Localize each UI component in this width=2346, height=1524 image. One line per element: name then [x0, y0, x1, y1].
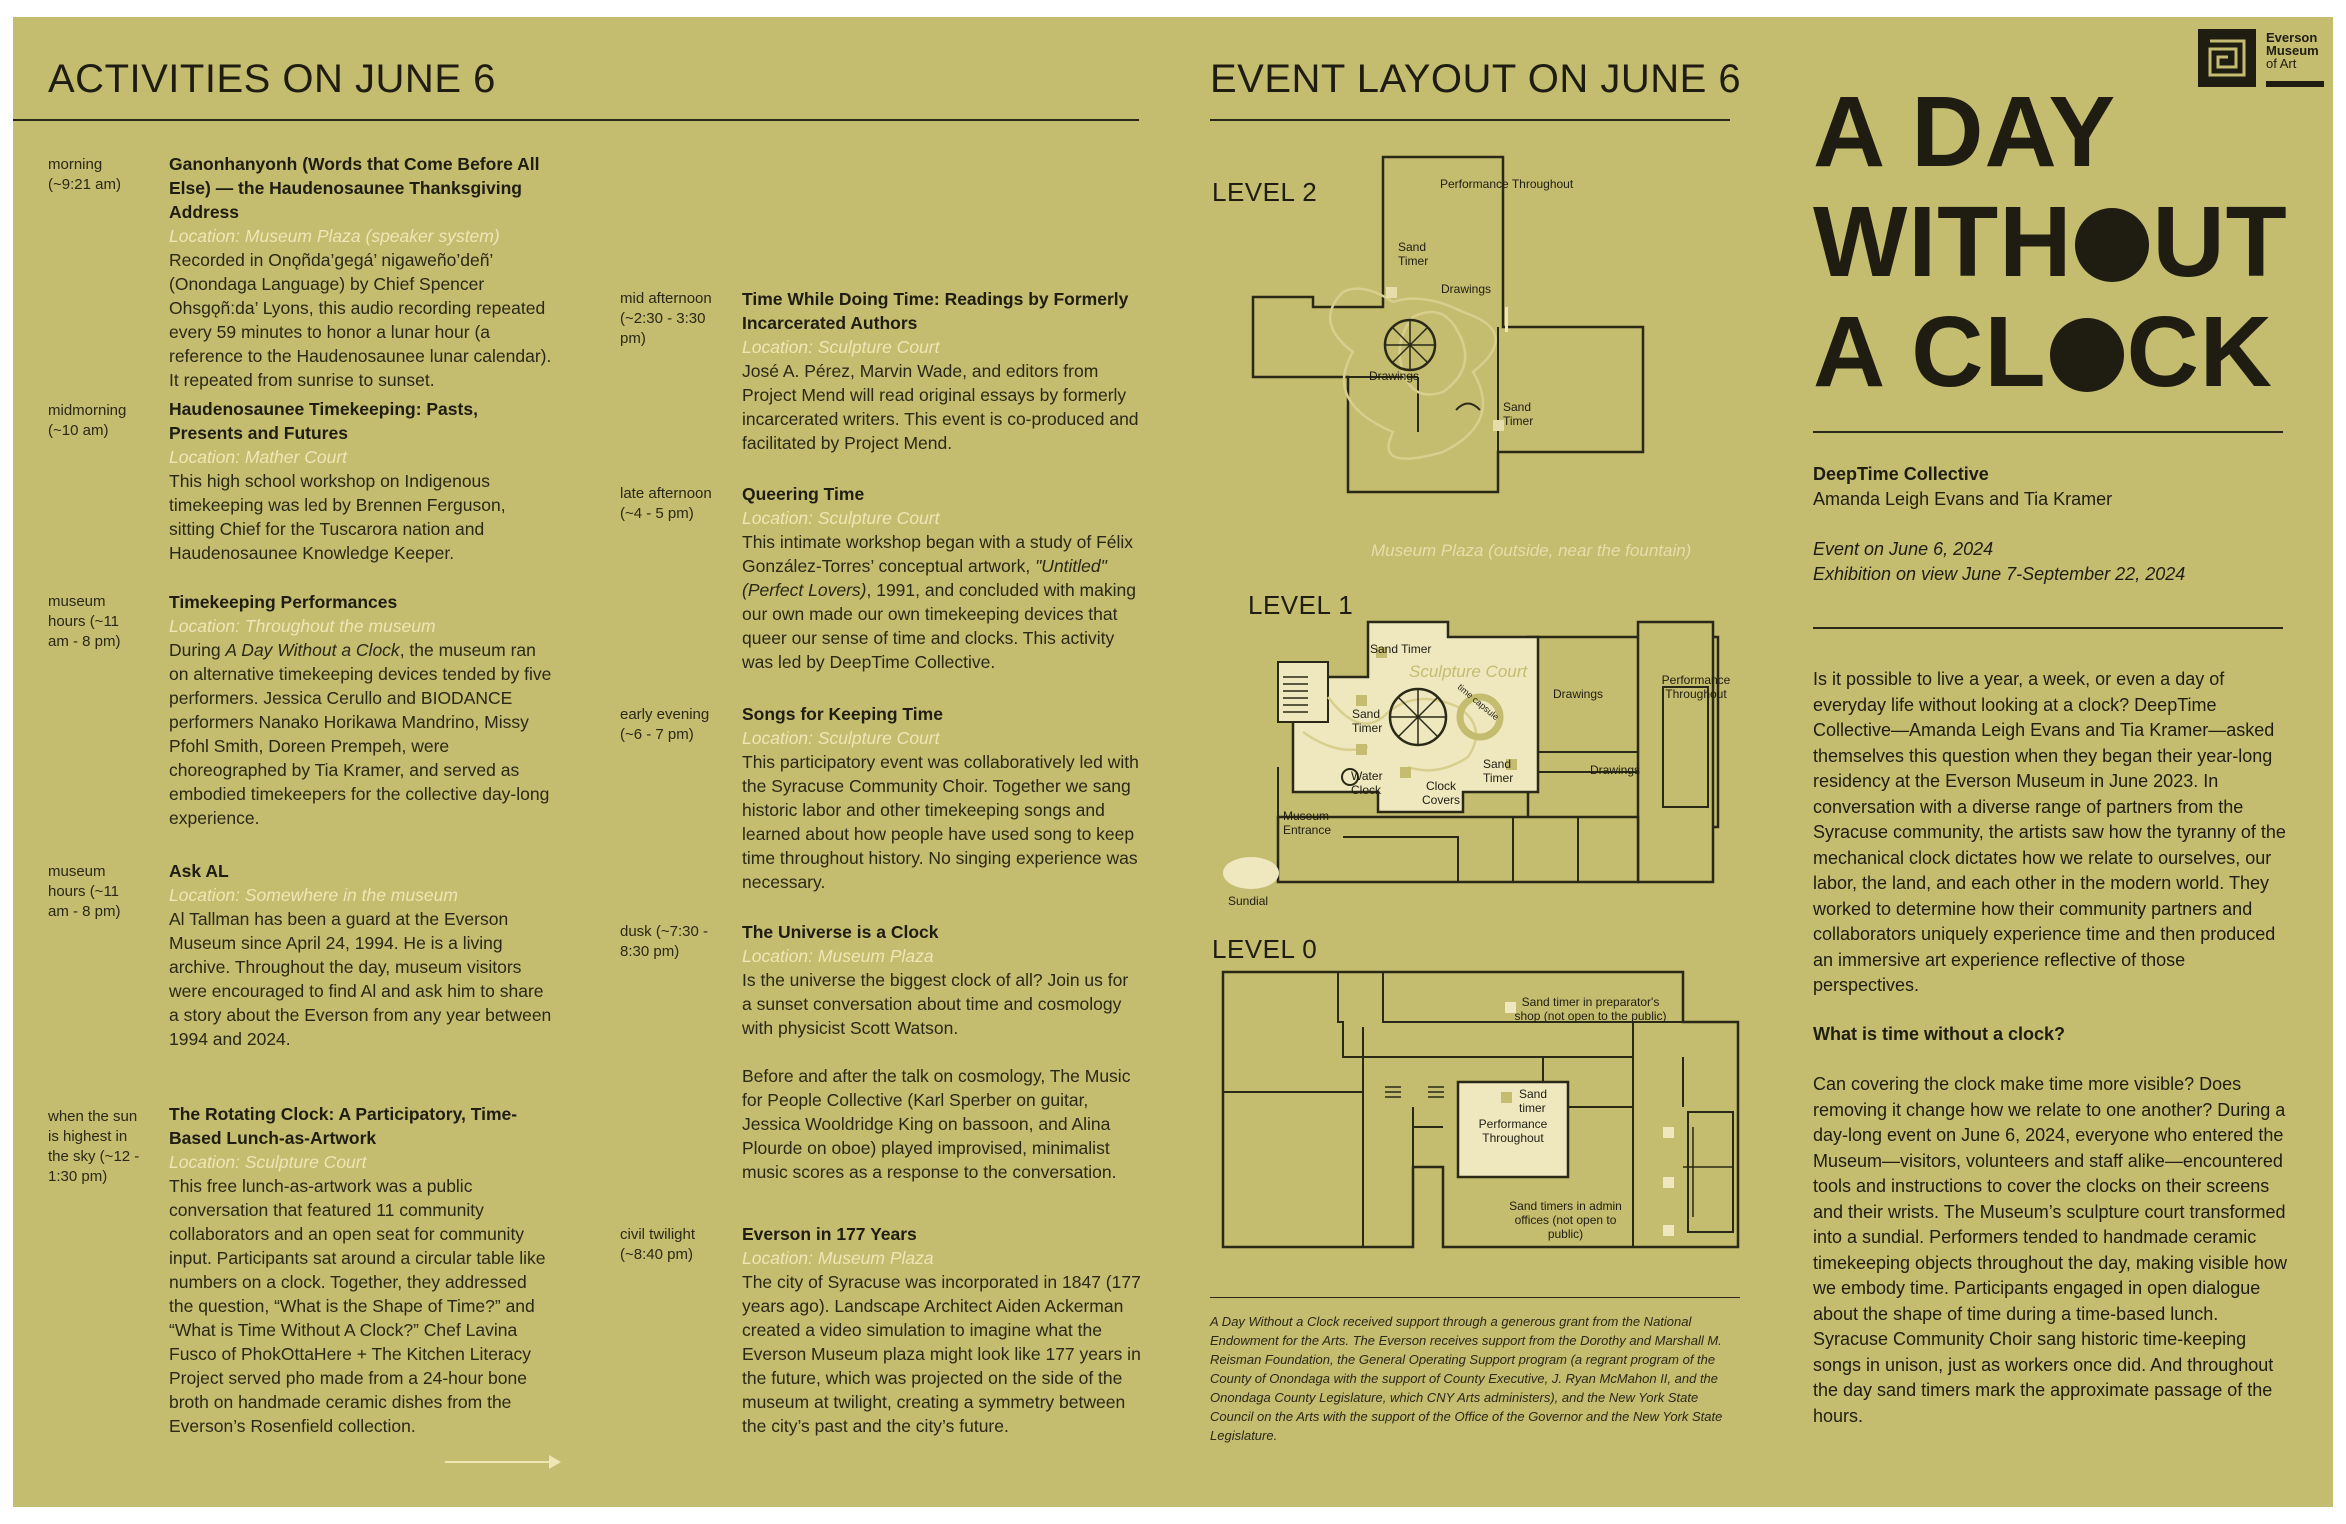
map-label: Performance Throughout	[1478, 1117, 1548, 1145]
time-label: dusk (~7:30 - 8:30 pm)	[620, 923, 708, 960]
activity-item	[742, 482, 1142, 674]
level-1-label: LEVEL 1	[1248, 590, 1354, 620]
activity-title: Songs for Keeping Time	[742, 704, 943, 724]
map-label: Sundial	[1228, 894, 1269, 908]
activity-location: Location: Museum Plaza	[742, 1248, 934, 1268]
activity-location: Location: Mather Court	[169, 447, 348, 467]
map-label: Sand timer	[1519, 1087, 1548, 1115]
map-label: Drawings	[1441, 282, 1492, 296]
activity-item	[742, 287, 1142, 455]
plaza-label: Museum Plaza (outside, near the fountain)	[1371, 541, 1692, 560]
activity-title: Haudenosaunee Timekeeping: Pasts, Presents and Futures	[169, 399, 478, 443]
activity-desc: Recorded in Onǫñda’gegá’ nigaweño’deñ’ (Onondaga Language) by Chief Spencer Ohsgǫñ:da’ Lyons, this audio recording repeated every 59 minutes to honor a lunar hour (a reference to the Haudenosaunee lunar calendar). It repeated from sunrise to sunset.	[169, 250, 552, 390]
time-label: midmorning (~10 am)	[48, 402, 127, 439]
activity-desc: The city of Syracuse was incorporated in 1847 (177 years ago). Landscape Architect Aiden Ackerman created a video simulation to imagine what the Everson Museum plaza might look like 177 years in the future, which was projected on the side of the museum at twilight, creating a symmetry between the city’s past and the city’s future.	[742, 1272, 1141, 1436]
main-title-line-3: A CL CK	[1813, 296, 2274, 408]
map-label: Museum Entrance	[1283, 809, 1332, 837]
map-label: Water Clock	[1351, 769, 1383, 797]
activity-location: Location: Sculpture Court	[169, 1152, 367, 1172]
activity-title: Timekeeping Performances	[169, 592, 398, 612]
activity-title: Ask AL	[169, 861, 229, 881]
sculpture-court-label: Sculpture Court	[1409, 662, 1528, 681]
activity-item	[169, 152, 554, 392]
time-label: early evening (~6 - 7 pm)	[620, 706, 710, 743]
activity-location: Location: Throughout the museum	[169, 616, 436, 636]
logo-bar	[2266, 81, 2324, 87]
clock-dot-icon	[2050, 318, 2124, 392]
activity-item	[742, 920, 1142, 1184]
main-title-line-2: WITH UT	[1813, 186, 2288, 298]
map-label: Performance Throughout	[1661, 673, 1731, 701]
layout-title: EVENT LAYOUT ON JUNE 6	[1210, 57, 1742, 101]
sand-timer-marker	[1356, 695, 1367, 706]
activity-title: Time While Doing Time: Readings by Formerly Incarcerated Authors	[742, 289, 1129, 333]
sand-timer-marker	[1501, 1092, 1512, 1103]
map-label: Sand Timer	[1503, 400, 1534, 428]
map-label: Drawings	[1369, 369, 1420, 383]
activity-title: Ganonhanyonh (Words that Come Before All Else) — the Haudenosaunee Thanksgiving Address	[169, 154, 540, 222]
activity-desc: This intimate workshop began with a study of Félix González-Torres’ conceptual artwork, "Untitled" (Perfect Lovers), 1991, and concluded with making our own made our own timekeeping devices that queer our sense of time and clocks. This activity was led by DeepTime Collective.	[742, 532, 1136, 672]
activity-item	[169, 590, 554, 830]
time-label: morning (~9:21 am)	[48, 156, 121, 193]
activity-title: Queering Time	[742, 484, 865, 504]
activities-title: ACTIVITIES ON JUNE 6	[48, 57, 496, 101]
time-label: museum hours (~11 am - 8 pm)	[48, 863, 121, 920]
time-label: civil twilight (~8:40 pm)	[620, 1226, 696, 1263]
level-2-map	[1243, 152, 1663, 502]
question-heading: What is time without a clock?	[1813, 1024, 2066, 1044]
brochure-sheet	[13, 17, 2333, 1507]
sundial-marker	[1223, 857, 1279, 889]
map-label: Drawings	[1553, 687, 1604, 701]
event-date: Event on June 6, 2024	[1813, 539, 1994, 559]
support-rule	[1210, 1297, 1740, 1298]
activity-desc: This high school workshop on Indigenous timekeeping was led by Brennen Ferguson, sitting Chief for the Tuscarora nation and Haudenosaunee Knowledge Keeper.	[169, 471, 506, 563]
artist-names: Amanda Leigh Evans and Tia Kramer	[1813, 489, 2113, 509]
sand-timer-marker	[1400, 767, 1411, 778]
activity-title: Everson in 177 Years	[742, 1224, 917, 1244]
activity-location: Location: Sculpture Court	[742, 728, 940, 748]
arrow-right-icon	[443, 1452, 563, 1472]
time-capsule-label: time capsule	[1455, 681, 1501, 723]
time-label: museum hours (~11 am - 8 pm)	[48, 593, 121, 650]
map-label: Sand Timer	[1483, 757, 1514, 785]
collective-name: DeepTime Collective	[1813, 464, 1989, 484]
activity-desc: During A Day Without a Clock, the museum ran on alternative timekeeping devices tended by five performers. Jessica Cerullo and BIODANCE performers Nanako Horikawa Mandrino, Missy Pfohl Smith, Doreen Prempeh, were choreographed by Tia Kramer, and served as embodied timekeepers for the collective day-long experience.	[169, 640, 552, 828]
activity-desc: José A. Pérez, Marvin Wade, and editors from Project Mend will read original essays by formerly incarcerated writers. This event is co-produced and facilitated by Project Mend.	[742, 361, 1139, 453]
sand-timer-marker	[1663, 1225, 1674, 1236]
map-label: Sand timers in admin offices (not open to public)	[1509, 1199, 1622, 1241]
activity-item	[169, 859, 554, 1051]
cover-rule-1	[1813, 431, 2283, 433]
time-label: mid afternoon (~2:30 - 3:30 pm)	[620, 290, 712, 347]
sand-timer-marker	[1663, 1177, 1674, 1188]
main-title-line-1: A DAY	[1813, 76, 2117, 188]
exhibition-dates: Exhibition on view June 7-September 22, 2024	[1813, 564, 2186, 584]
level-0-label: LEVEL 0	[1212, 934, 1318, 964]
map-label: Sand Timer	[1352, 707, 1383, 735]
activity-location: Location: Somewhere in the museum	[169, 885, 458, 905]
activity-location: Location: Sculpture Court	[742, 337, 940, 357]
sand-timer-marker	[1356, 744, 1367, 755]
activity-desc-2: Before and after the talk on cosmology, The Music for People Collective (Karl Sperber on guitar, Jessica Wooldridge King on bassoon, and Alina Plourde on oboe) played improvised, minimalist music scores as a response to the conversation.	[742, 1066, 1131, 1182]
support-text: A Day Without a Clock received support through a generous grant from the National Endowment for the Arts. The Everson receives support from the Dorothy and Marshall M. Reisman Foundation, the General Operating Support program (a regrant program of the County of Onondaga with the support of County Executive, J. Ryan McMahon II, and the Onondaga County Legislature, which CNY Arts administers), and the New York State Council on the Arts with the support of the Office of the Governor and the New York State Legislature.	[1210, 1314, 1723, 1443]
map-label: Drawings	[1590, 763, 1641, 777]
clock-dot-icon	[2075, 208, 2149, 282]
time-label: when the sun is highest in the sky (~12 - 1:30 pm)	[48, 1108, 140, 1185]
activity-desc: This free lunch-as-artwork was a public conversation that featured 11 community collaborators and an open seat for community input. Participants sat around a circular table like numbers on a clock. Together, they addressed the question, “What is the Shape of Time?” and “What is Time Without A Clock?” Chef Lavina Fusco of PhokOttaHere + The Kitchen Literacy Project served pho made from a 24-hour bone broth on handmade ceramic dishes from the Everson’s Rosenfield collection.	[169, 1176, 546, 1436]
map-label: Sand Timer	[1398, 240, 1429, 268]
activity-item	[169, 397, 554, 565]
sand-timer-marker	[1663, 1127, 1674, 1138]
map-label: Sand Timer	[1370, 642, 1432, 656]
activity-desc: Al Tallman has been a guard at the Everson Museum since April 24, 1994. He is a living archive. Throughout the day, museum visitors were encouraged to find Al and ask him to share a story about the Everson from any year between 1994 and 2024.	[169, 909, 552, 1049]
activities-rule	[13, 119, 1139, 121]
level-1-map	[1208, 597, 1753, 907]
logo-text: Everson Museum of Art	[2266, 30, 2319, 71]
map-label: Sand timer in preparator's shop (not open to the public)	[1514, 995, 1667, 1023]
activity-desc: This participatory event was collaboratively led with the Syracuse Community Choir. Together we sang historic labor and other timekeeping songs and learned about how people have used song to keep time throughout history. No singing experience was necessary.	[742, 752, 1139, 892]
activity-item	[742, 1222, 1142, 1438]
map-label: Performance Throughout	[1440, 177, 1574, 191]
cover-rule-2	[1813, 627, 2283, 629]
map-label: Clock Covers	[1421, 779, 1460, 807]
activity-location: Location: Museum Plaza (speaker system)	[169, 226, 500, 246]
time-label: late afternoon (~4 - 5 pm)	[620, 485, 712, 522]
activity-location: Location: Museum Plaza	[742, 946, 934, 966]
sand-timer-marker	[1386, 287, 1397, 298]
activity-location: Location: Sculpture Court	[742, 508, 940, 528]
everson-logo-icon	[2198, 29, 2256, 87]
activity-title: The Universe is a Clock	[742, 922, 939, 942]
activity-desc: Is the universe the biggest clock of all? Join us for a sunset conversation about time and cosmology with physicist Scott Watson.	[742, 970, 1129, 1038]
answer-paragraph: Can covering the clock make time more visible? Does removing it change how we relate to one another? During a day-long event on June 6, 2024, everyone who entered the Museum—visitors, volunteers and staff alike—encountered tools and instructions to cover the clocks on their screens and their wrists. The Museum’s sculpture court transformed into a sundial. Performers tended to handmade ceramic timekeeping objects throughout the day, making visible how we embody time. Participants engaged in open dialogue about the shape of time during a time-based lunch. Syracuse Community Choir sang historic time-keeping songs in unison, just as workers once did. And throughout the day sand timers mark the approximate passage of the hours.	[1813, 1074, 2287, 1426]
intro-paragraph: Is it possible to live a year, a week, or even a day of everyday life without looking at a clock? DeepTime Collective—Amanda Leigh Evans and Tia Kramer—asked themselves this question when they began their year-long residency at the Everson Museum in June 2023. In conversation with a diverse range of partners from the Syracuse community, the artists saw how the tyranny of the mechanical clock dictates how we relate to ourselves, our labor, the land, and each other in the modern world. They worked to determine how their community partners and collaborators uniquely experience time and then produced an immersive art experience reflective of those perspectives.	[1813, 669, 2286, 995]
activity-title: The Rotating Clock: A Participatory, Time-Based Lunch-as-Artwork	[169, 1104, 518, 1148]
activity-item	[742, 702, 1142, 894]
layout-rule	[1210, 119, 1730, 121]
level-2-label: LEVEL 2	[1212, 177, 1318, 207]
activity-item	[169, 1102, 554, 1438]
